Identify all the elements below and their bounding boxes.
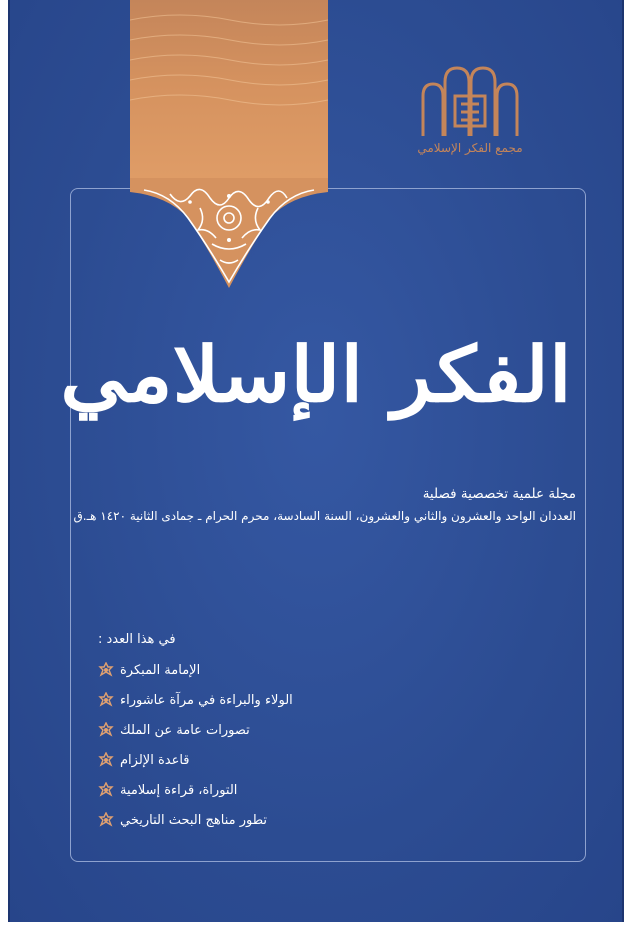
star-bullet-icon <box>98 782 114 798</box>
contents-item-label: تصورات عامة عن الملك <box>120 722 250 738</box>
star-bullet-icon <box>98 752 114 768</box>
contents-item <box>98 782 237 798</box>
star-bullet-icon <box>98 722 114 738</box>
contents-item-label: قاعدة الإلزام <box>120 752 190 768</box>
magazine-title: الفكر الإسلامي <box>60 330 572 419</box>
contents-item-label: الولاء والبراءة في مرآة عاشوراء <box>120 692 293 708</box>
contents-heading: في هذا العدد : <box>98 632 176 647</box>
orange-ribbon <box>130 0 328 186</box>
contents-item <box>98 752 190 768</box>
ribbon-pattern-icon <box>130 0 328 110</box>
publisher-logo-text: مجمع الفكر الإسلامي <box>417 141 523 155</box>
contents-item <box>98 662 200 678</box>
issue-info: العددان الواحد والعشرون والثاني والعشرون، السنة السادسة، محرم الحرام ـ جمادى الثانية ١٤٢٠ هـ.ق <box>73 509 576 523</box>
star-bullet-icon <box>98 692 114 708</box>
star-bullet-icon <box>98 812 114 828</box>
contents-item-label: الإمامة المبكرة <box>120 662 201 678</box>
contents-item <box>98 722 250 738</box>
contents-item-label: التوراة، قراءة إسلامية <box>120 782 238 798</box>
arabesque-ornament-icon <box>130 178 328 290</box>
contents-item <box>98 692 293 708</box>
magazine-subtitle: مجلة علمية تخصصية فصلية <box>422 486 576 502</box>
star-bullet-icon <box>98 662 114 678</box>
contents-item-label: تطور مناهج البحث التاريخي <box>120 812 267 828</box>
magazine-cover <box>8 0 624 922</box>
publisher-logo-icon <box>415 56 525 160</box>
contents-item <box>98 812 267 828</box>
